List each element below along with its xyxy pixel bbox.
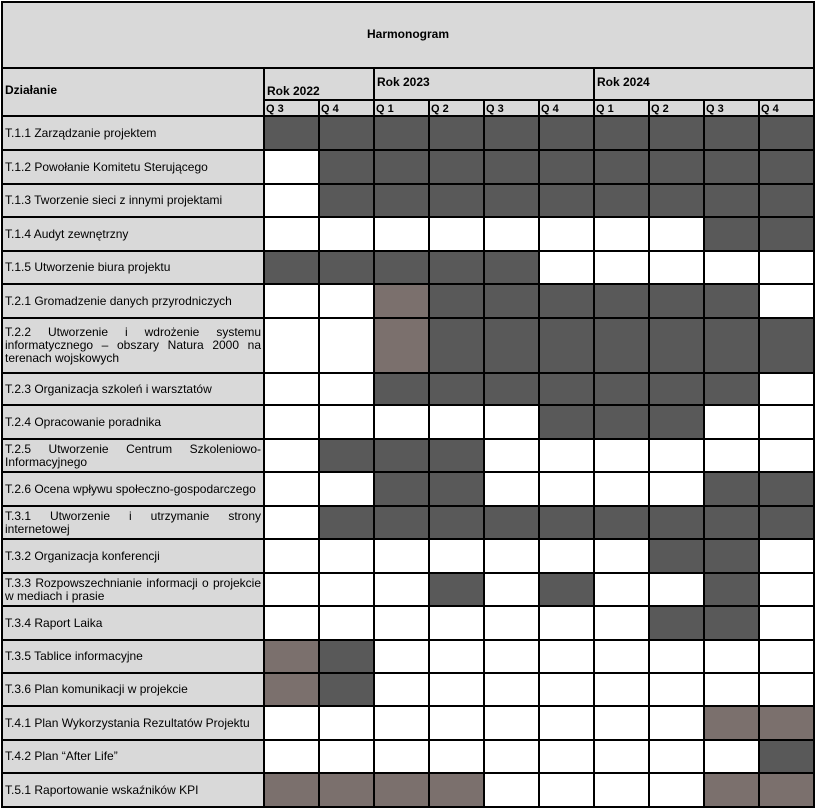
task-label-box [4, 151, 262, 183]
active-quarter-cell [704, 706, 759, 740]
empty-quarter-cell [319, 606, 374, 640]
active-quarter-cell [264, 773, 319, 807]
active-quarter-cell [649, 150, 704, 184]
active-quarter-cell [539, 506, 594, 539]
active-quarter-cell [594, 184, 649, 217]
empty-quarter-cell [319, 539, 374, 573]
empty-quarter-cell [539, 472, 594, 506]
active-quarter-cell [484, 506, 539, 539]
active-quarter-cell [649, 116, 704, 150]
empty-quarter-cell [374, 573, 429, 606]
active-quarter-cell [759, 773, 814, 807]
active-quarter-cell [319, 150, 374, 184]
empty-quarter-cell [429, 640, 484, 673]
active-quarter-cell [374, 251, 429, 284]
empty-quarter-cell [759, 284, 814, 318]
empty-quarter-cell [319, 573, 374, 606]
task-label: T.3.5 Tablice informacyjne [5, 649, 143, 663]
empty-quarter-cell [484, 573, 539, 606]
quarter-headers [264, 100, 814, 116]
active-quarter-cell [484, 251, 539, 284]
empty-quarter-cell [649, 251, 704, 284]
quarter-label: Q 4 [541, 103, 559, 115]
active-quarter-cell [704, 217, 759, 251]
active-quarter-cell [704, 284, 759, 318]
empty-quarter-cell [759, 251, 814, 284]
empty-quarter-cell [759, 373, 814, 405]
task-label: T.2.4 Opracowanie poradnika [5, 414, 162, 429]
empty-quarter-cell [319, 318, 374, 373]
empty-quarter-cell [319, 284, 374, 318]
active-quarter-cell [319, 251, 374, 284]
empty-quarter-cell [429, 673, 484, 706]
empty-quarter-cell [484, 606, 539, 640]
active-quarter-cell [429, 573, 484, 606]
task-label-box [4, 218, 262, 250]
task-label: T.1.5 Utworzenie biura projektu [5, 260, 171, 274]
active-quarter-cell [594, 116, 649, 150]
empty-quarter-cell [594, 773, 649, 807]
empty-quarter-cell [539, 439, 594, 472]
quarter-label: Q 3 [486, 103, 504, 115]
empty-quarter-cell [594, 217, 649, 251]
active-quarter-cell [429, 773, 484, 807]
active-quarter-cell [704, 506, 759, 539]
empty-quarter-cell [374, 606, 429, 640]
table-row [2, 251, 814, 284]
active-quarter-cell [484, 184, 539, 217]
table-row [2, 673, 814, 706]
empty-quarter-cell [264, 472, 319, 506]
empty-quarter-cell [264, 373, 319, 405]
empty-quarter-cell [539, 539, 594, 573]
task-label: T.4.2 Plan “After Life” [5, 749, 118, 763]
active-quarter-cell [704, 606, 759, 640]
active-quarter-cell [319, 116, 374, 150]
task-label-box [4, 117, 262, 149]
task-label: T.4.1 Plan Wykorzystania Rezultatów Projektu [5, 715, 250, 730]
active-quarter-cell [429, 284, 484, 318]
task-label: T.3.3 Rozpowszechnianie informacji o projekcie w mediach i prasie [5, 575, 261, 603]
task-rows [2, 116, 814, 807]
empty-quarter-cell [594, 706, 649, 740]
active-quarter-cell [704, 773, 759, 807]
empty-quarter-cell [539, 251, 594, 284]
active-quarter-cell [374, 184, 429, 217]
active-quarter-cell [264, 640, 319, 673]
empty-quarter-cell [759, 606, 814, 640]
table-row [2, 606, 814, 640]
active-quarter-cell [704, 573, 759, 606]
empty-quarter-cell [319, 373, 374, 405]
active-quarter-cell [594, 405, 649, 439]
empty-quarter-cell [429, 405, 484, 439]
active-quarter-cell [594, 284, 649, 318]
empty-quarter-cell [374, 673, 429, 706]
empty-quarter-cell [594, 472, 649, 506]
quarter-label: Q 3 [266, 103, 284, 115]
empty-quarter-cell [484, 673, 539, 706]
empty-quarter-cell [594, 573, 649, 606]
empty-quarter-cell [539, 706, 594, 740]
active-quarter-cell [594, 150, 649, 184]
table-row [2, 539, 814, 573]
active-quarter-cell [429, 472, 484, 506]
empty-quarter-cell [429, 606, 484, 640]
empty-quarter-cell [429, 740, 484, 773]
task-label: T.2.5 Utworzenie Centrum Szkoleniowo-Informacyjnego [5, 441, 261, 469]
task-label-box [4, 185, 262, 216]
active-quarter-cell [704, 150, 759, 184]
active-quarter-cell [429, 318, 484, 373]
empty-quarter-cell [539, 606, 594, 640]
empty-quarter-cell [264, 506, 319, 539]
active-quarter-cell [429, 150, 484, 184]
table-row [2, 150, 814, 184]
empty-quarter-cell [539, 740, 594, 773]
task-label: T.3.4 Raport Laika [5, 615, 103, 630]
empty-quarter-cell [484, 439, 539, 472]
activity-header: Działanie [5, 83, 58, 97]
empty-quarter-cell [649, 573, 704, 606]
empty-quarter-cell [594, 439, 649, 472]
task-label-box [4, 741, 262, 772]
active-quarter-cell [374, 506, 429, 539]
active-quarter-cell [704, 318, 759, 373]
task-label: T.2.3 Organizacja szkoleń i warsztatów [5, 381, 212, 396]
table-title: Harmonogram [366, 27, 450, 41]
active-quarter-cell [759, 706, 814, 740]
active-quarter-cell [429, 506, 484, 539]
empty-quarter-cell [539, 640, 594, 673]
empty-quarter-cell [264, 539, 319, 573]
empty-quarter-cell [649, 773, 704, 807]
empty-quarter-cell [649, 217, 704, 251]
task-label-box [4, 285, 262, 317]
active-quarter-cell [319, 673, 374, 706]
empty-quarter-cell [264, 217, 319, 251]
empty-quarter-cell [429, 539, 484, 573]
table-row [2, 284, 814, 318]
active-quarter-cell [649, 318, 704, 373]
empty-quarter-cell [594, 673, 649, 706]
task-label-box [4, 574, 262, 605]
active-quarter-cell [539, 373, 594, 405]
active-quarter-cell [484, 116, 539, 150]
empty-quarter-cell [759, 640, 814, 673]
empty-quarter-cell [264, 439, 319, 472]
empty-quarter-cell [484, 640, 539, 673]
active-quarter-cell [374, 318, 429, 373]
year-label: Rok 2023 [377, 75, 430, 89]
empty-quarter-cell [704, 405, 759, 439]
empty-quarter-cell [264, 405, 319, 439]
empty-quarter-cell [704, 740, 759, 773]
table-row [2, 472, 814, 506]
active-quarter-cell [429, 184, 484, 217]
task-label-box [4, 406, 262, 438]
active-quarter-cell [319, 439, 374, 472]
empty-quarter-cell [594, 640, 649, 673]
empty-quarter-cell [374, 217, 429, 251]
active-quarter-cell [759, 217, 814, 251]
empty-quarter-cell [649, 740, 704, 773]
active-quarter-cell [649, 184, 704, 217]
task-label: T.2.6 Ocena wpływu społeczno-gospodarczego [5, 481, 256, 496]
empty-quarter-cell [594, 539, 649, 573]
empty-quarter-cell [484, 472, 539, 506]
task-label-box [4, 319, 262, 372]
quarter-label: Q 4 [761, 103, 779, 115]
empty-quarter-cell [374, 539, 429, 573]
active-quarter-cell [264, 251, 319, 284]
empty-quarter-cell [759, 573, 814, 606]
empty-quarter-cell [319, 740, 374, 773]
empty-quarter-cell [759, 439, 814, 472]
active-quarter-cell [429, 373, 484, 405]
active-quarter-cell [704, 472, 759, 506]
empty-quarter-cell [484, 539, 539, 573]
active-quarter-cell [429, 116, 484, 150]
active-quarter-cell [539, 405, 594, 439]
active-quarter-cell [704, 539, 759, 573]
table-row [2, 373, 814, 405]
active-quarter-cell [649, 284, 704, 318]
task-label-box [4, 674, 262, 705]
active-quarter-cell [484, 373, 539, 405]
quarter-label: Q 1 [376, 103, 394, 115]
active-quarter-cell [319, 773, 374, 807]
active-quarter-cell [704, 373, 759, 405]
empty-quarter-cell [704, 640, 759, 673]
active-quarter-cell [539, 318, 594, 373]
empty-quarter-cell [264, 740, 319, 773]
active-quarter-cell [374, 373, 429, 405]
active-quarter-cell [649, 606, 704, 640]
active-quarter-cell [539, 116, 594, 150]
empty-quarter-cell [264, 284, 319, 318]
empty-quarter-cell [374, 405, 429, 439]
active-quarter-cell [759, 740, 814, 773]
empty-quarter-cell [649, 706, 704, 740]
active-quarter-cell [264, 116, 319, 150]
active-quarter-cell [594, 373, 649, 405]
year-label: Rok 2022 [267, 84, 320, 98]
empty-quarter-cell [264, 150, 319, 184]
empty-quarter-cell [264, 606, 319, 640]
task-label-box [4, 641, 262, 672]
empty-quarter-cell [594, 740, 649, 773]
empty-quarter-cell [484, 217, 539, 251]
empty-quarter-cell [264, 573, 319, 606]
task-label: T.1.3 Tworzenie sieci z innymi projektami [5, 193, 223, 207]
active-quarter-cell [759, 184, 814, 217]
active-quarter-cell [484, 150, 539, 184]
task-label-box [4, 374, 262, 404]
quarter-label: Q 3 [706, 103, 724, 115]
table-row [2, 506, 814, 539]
table-row [2, 116, 814, 150]
active-quarter-cell [594, 506, 649, 539]
table-row [2, 573, 814, 606]
empty-quarter-cell [759, 539, 814, 573]
active-quarter-cell [649, 373, 704, 405]
empty-quarter-cell [539, 673, 594, 706]
year-label: Rok 2024 [597, 75, 650, 89]
active-quarter-cell [374, 150, 429, 184]
active-quarter-cell [319, 184, 374, 217]
task-label: T.5.1 Raportowanie wskaźników KPI [5, 782, 199, 797]
task-label: T.3.2 Organizacja konferencji [5, 548, 160, 563]
empty-quarter-cell [539, 217, 594, 251]
task-label-box [4, 540, 262, 572]
active-quarter-cell [374, 439, 429, 472]
active-quarter-cell [429, 251, 484, 284]
empty-quarter-cell [429, 217, 484, 251]
empty-quarter-cell [484, 740, 539, 773]
table-row [2, 318, 814, 373]
empty-quarter-cell [594, 251, 649, 284]
active-quarter-cell [759, 318, 814, 373]
quarter-label: Q 2 [651, 103, 669, 115]
active-quarter-cell [539, 184, 594, 217]
table-row [2, 217, 814, 251]
task-label: T.2.1 Gromadzenie danych przyrodniczych [5, 293, 232, 308]
quarter-label: Q 2 [431, 103, 449, 115]
task-label: T.1.1 Zarządzanie projektem [5, 125, 157, 140]
active-quarter-cell [649, 506, 704, 539]
active-quarter-cell [759, 150, 814, 184]
empty-quarter-cell [649, 640, 704, 673]
active-quarter-cell [374, 284, 429, 318]
task-label: T.3.6 Plan komunikacji w projekcie [5, 682, 188, 696]
active-quarter-cell [319, 640, 374, 673]
active-quarter-cell [594, 318, 649, 373]
active-quarter-cell [759, 506, 814, 539]
empty-quarter-cell [374, 706, 429, 740]
empty-quarter-cell [319, 217, 374, 251]
active-quarter-cell [704, 116, 759, 150]
active-quarter-cell [484, 318, 539, 373]
empty-quarter-cell [319, 405, 374, 439]
task-label: T.1.2 Powołanie Komitetu Sterującego [5, 159, 208, 174]
task-label-box [4, 707, 262, 739]
active-quarter-cell [539, 573, 594, 606]
empty-quarter-cell [484, 405, 539, 439]
empty-quarter-cell [264, 318, 319, 373]
task-label-box [4, 440, 262, 471]
empty-quarter-cell [649, 439, 704, 472]
active-quarter-cell [759, 472, 814, 506]
table-row [2, 640, 814, 673]
task-label: T.1.4 Audyt zewnętrzny [5, 226, 129, 241]
empty-quarter-cell [759, 405, 814, 439]
table-row [2, 405, 814, 439]
empty-quarter-cell [759, 673, 814, 706]
active-quarter-cell [374, 773, 429, 807]
task-label-box [4, 507, 262, 538]
task-label: T.2.2 Utworzenie i wdrożenie systemu informatycznego – obszary Natura 2000 na terenach wojskowych [5, 325, 261, 365]
empty-quarter-cell [484, 773, 539, 807]
table-row [2, 773, 814, 807]
active-quarter-cell [649, 539, 704, 573]
empty-quarter-cell [594, 606, 649, 640]
active-quarter-cell [429, 439, 484, 472]
task-label-box [4, 252, 262, 283]
task-label-box [4, 473, 262, 505]
active-quarter-cell [539, 284, 594, 318]
empty-quarter-cell [484, 706, 539, 740]
empty-quarter-cell [649, 673, 704, 706]
empty-quarter-cell [704, 251, 759, 284]
active-quarter-cell [649, 405, 704, 439]
empty-quarter-cell [704, 673, 759, 706]
empty-quarter-cell [319, 472, 374, 506]
empty-quarter-cell [704, 439, 759, 472]
active-quarter-cell [264, 673, 319, 706]
empty-quarter-cell [374, 640, 429, 673]
empty-quarter-cell [649, 472, 704, 506]
active-quarter-cell [704, 184, 759, 217]
table-row [2, 184, 814, 217]
task-label: T.3.1 Utworzenie i utrzymanie strony internetowej [5, 508, 261, 536]
year-headers [264, 68, 814, 100]
active-quarter-cell [484, 284, 539, 318]
active-quarter-cell [759, 116, 814, 150]
active-quarter-cell [539, 150, 594, 184]
table-row [2, 439, 814, 472]
active-quarter-cell [374, 472, 429, 506]
empty-quarter-cell [264, 184, 319, 217]
task-label-box [4, 774, 262, 806]
active-quarter-cell [374, 116, 429, 150]
task-label-box [4, 607, 262, 639]
quarter-label: Q 4 [321, 103, 339, 115]
active-quarter-cell [319, 506, 374, 539]
table-row [2, 706, 814, 740]
table-row [2, 740, 814, 773]
quarter-label: Q 1 [596, 103, 614, 115]
empty-quarter-cell [429, 706, 484, 740]
empty-quarter-cell [374, 740, 429, 773]
empty-quarter-cell [539, 773, 594, 807]
empty-quarter-cell [264, 706, 319, 740]
empty-quarter-cell [319, 706, 374, 740]
